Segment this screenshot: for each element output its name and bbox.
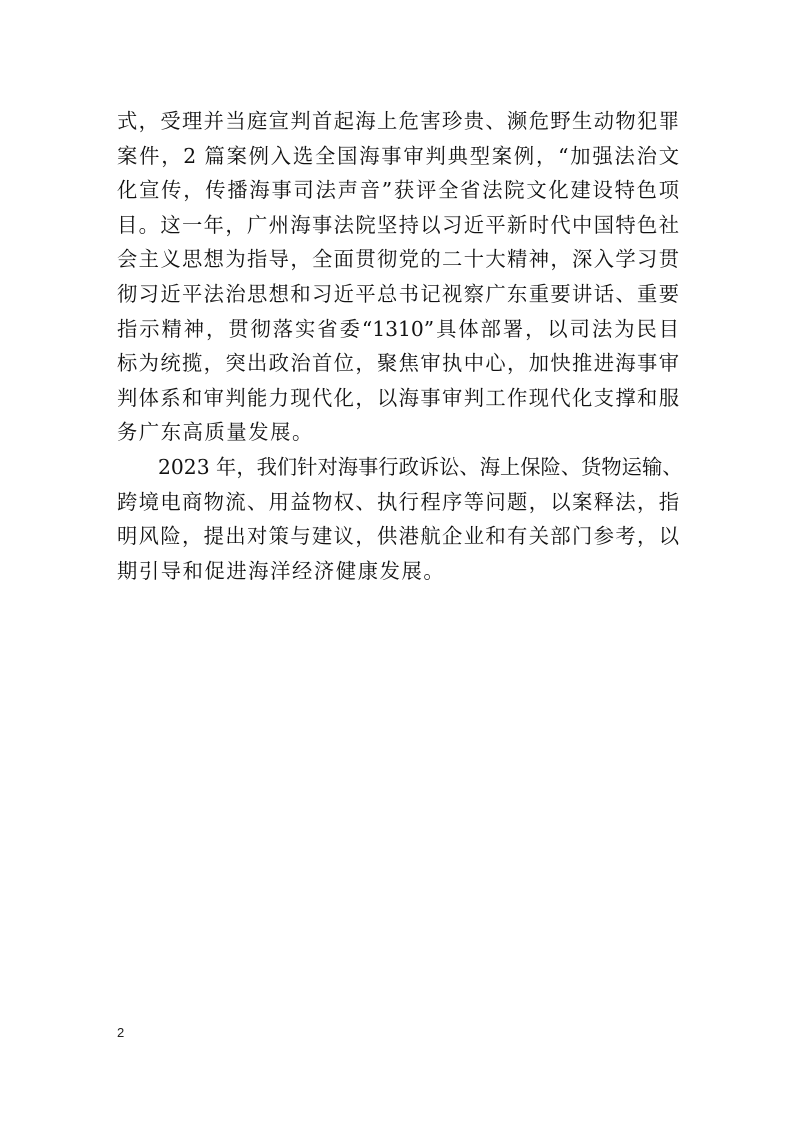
document-body bbox=[117, 104, 683, 588]
page-number: 2 bbox=[117, 1025, 125, 1040]
paragraph-1-line-2: 案件，2 篇案例入选全国海事审判典型案例，“加强法治文 bbox=[117, 143, 679, 168]
paragraph-1 bbox=[117, 104, 679, 450]
paragraph-2-line-1: 2023 年，我们针对海事行政诉讼、海上保险、货物运输、 bbox=[158, 454, 683, 479]
paragraph-1-line-8: 标为统揽，突出政治首位，聚焦审执中心，加快推进海事审 bbox=[117, 351, 679, 376]
paragraph-2 bbox=[117, 450, 683, 588]
paragraph-2-line-3: 明风险，提出对策与建议，供港航企业和有关部门参考，以 bbox=[117, 524, 679, 549]
paragraph-1-line-1: 式，受理并当庭宣判首起海上危害珍贵、濒危野生动物犯罪 bbox=[117, 109, 679, 133]
paragraph-1-line-6: 彻习近平法治思想和习近平总书记视察广东重要讲话、重要 bbox=[117, 281, 679, 306]
paragraph-2-line-4: 期引导和促进海洋经济健康发展。 bbox=[117, 558, 446, 583]
paragraph-2-line-2: 跨境电商物流、用益物权、执行程序等问题，以案释法，指 bbox=[117, 489, 679, 514]
paragraph-1-line-10: 务广东高质量发展。 bbox=[117, 420, 314, 445]
paragraph-1-line-9: 判体系和审判能力现代化，以海事审判工作现代化支撑和服 bbox=[117, 385, 679, 410]
paragraph-1-line-5: 会主义思想为指导，全面贯彻党的二十大精神，深入学习贯 bbox=[117, 247, 679, 272]
paragraph-1-line-3: 化宣传，传播海事司法声音”获评全省法院文化建设特色项 bbox=[117, 178, 679, 203]
paragraph-1-line-7: 指示精神，贯彻落实省委“1310”具体部署，以司法为民目 bbox=[117, 316, 679, 341]
paragraph-1-line-4: 目。这一年，广州海事法院坚持以习近平新时代中国特色社 bbox=[117, 212, 679, 237]
